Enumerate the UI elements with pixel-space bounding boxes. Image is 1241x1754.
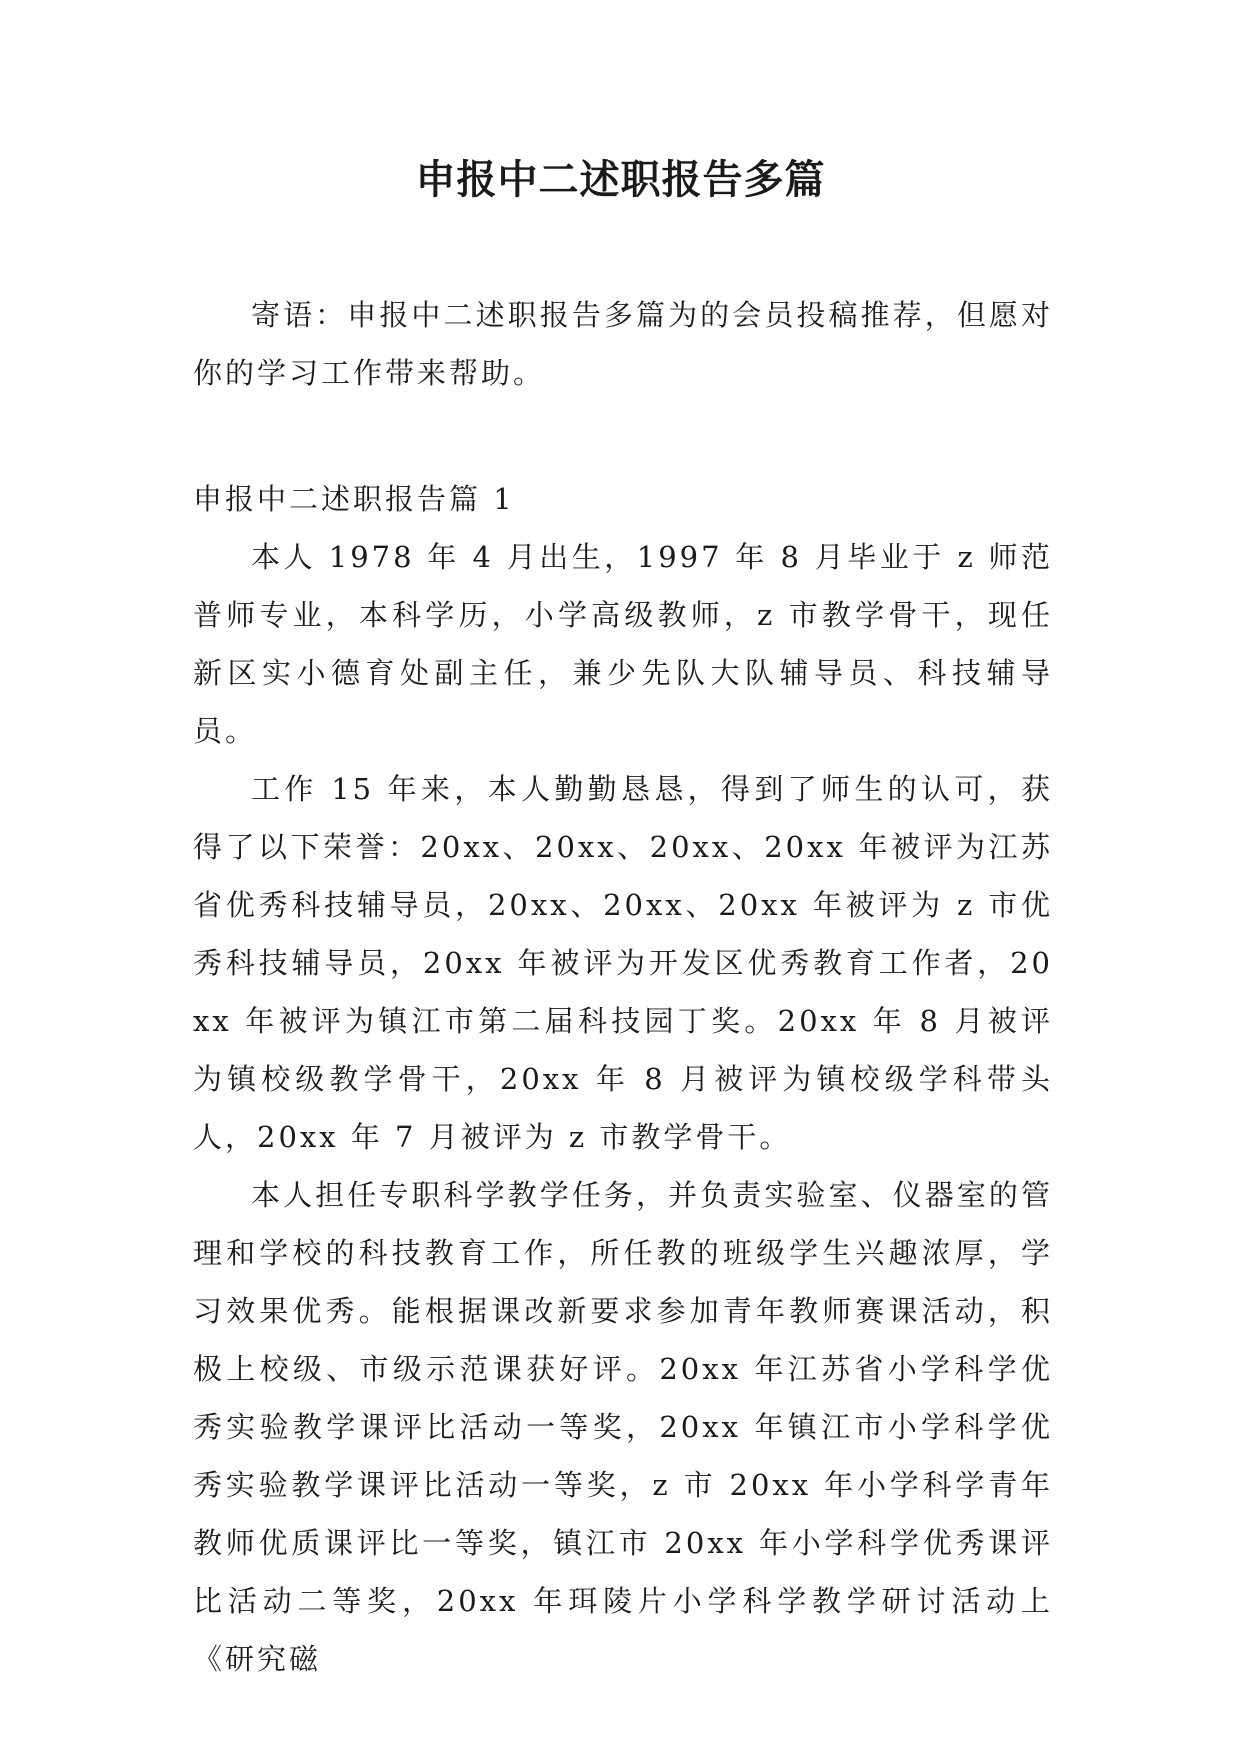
document-body bbox=[193, 286, 1053, 1688]
section-heading: 申报中二述职报告篇 1 bbox=[193, 482, 515, 516]
body-paragraph: 本人 1978 年 4 月出生，1997 年 8 月毕业于 z 师范普师专业，本科学历，小学高级教师，z 市教学骨干，现任新区实小德育处副主任，兼少先队大队辅导员、科技辅导员。 bbox=[193, 540, 1053, 748]
section-gap bbox=[193, 402, 1053, 470]
body-paragraph: 工作 15 年来，本人勤勤恳恳，得到了师生的认可，获得了以下荣誉：20xx、20xx、20xx、20xx 年被评为江苏省优秀科技辅导员，20xx、20xx、20xx 年被评为 z 市优秀科技辅导员，20xx 年被评为开发区优秀教育工作者，20xx 年被评为镇江市第二届科技园丁奖。20xx 年 8 月被评为镇校级教学骨干，20xx 年 8 月被评为镇校级学科带头人，20xx 年 7 月被评为 z 市教学骨干。 bbox=[193, 772, 1053, 1154]
intro-paragraph: 寄语：申报中二述职报告多篇为的会员投稿推荐，但愿对你的学习工作带来帮助。 bbox=[193, 298, 1053, 390]
body-paragraph: 本人担任专职科学教学任务，并负责实验室、仪器室的管理和学校的科技教育工作，所任教的班级学生兴趣浓厚，学习效果优秀。能根据课改新要求参加青年教师赛课活动，积极上校级、市级示范课获好评。20xx 年江苏省小学科学优秀实验教学课评比活动一等奖，20xx 年镇江市小学科学优秀实验教学课评比活动一等奖，z 市 20xx 年小学科学青年教师优质课评比一等奖，镇江市 20xx 年小学科学优秀课评比活动二等奖，20xx 年珥陵片小学科学教学研讨活动上《研究磁 bbox=[193, 1178, 1053, 1676]
document-title: 申报中二述职报告多篇 bbox=[415, 157, 826, 203]
